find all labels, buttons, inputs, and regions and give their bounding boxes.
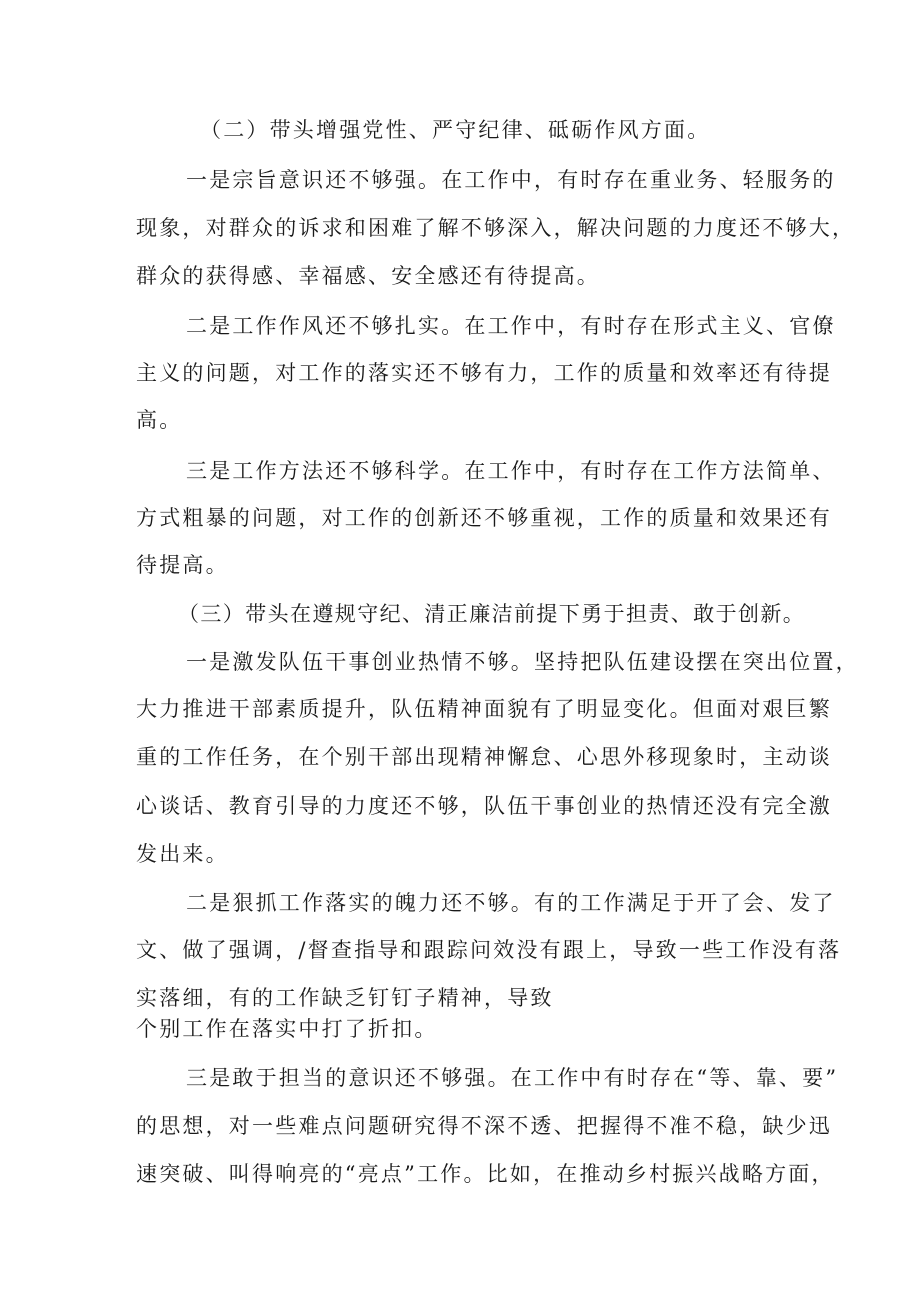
section-3-item-1-line-1: 一是激发队伍干事创业热情不够。坚持把队伍建设摆在突出位置，: [186, 650, 859, 674]
section-2-item-1-line-3: 群众的获得感、幸福感、安全感还有待提高。: [136, 264, 600, 288]
section-2-item-2-line-2: 主义的问题，对工作的落实还不够有力，工作的质量和效率还有待提: [136, 361, 832, 385]
section-2-heading: （二）带头增强党性、严守纪律、砥砺作风方面。: [200, 118, 711, 142]
section-3-item-2-line-4: 个别工作在落实中打了折扣。: [136, 1017, 438, 1041]
section-2-item-1-line-1: 一是宗旨意识还不够强。在工作中，有时存在重业务、轻服务的: [186, 168, 836, 192]
section-3-item-1-line-5: 发出来。: [136, 842, 229, 866]
section-2-item-3-line-3: 待提高。: [136, 553, 229, 577]
section-3-heading: （三）带头在遵规守纪、清正廉洁前提下勇于担责、敢于创新。: [178, 602, 806, 626]
section-2-item-1-line-2: 现象，对群众的诉求和困难了解不够深入，解决问题的力度还不够大，: [136, 216, 856, 240]
section-3-item-1-line-3: 重的工作任务，在个别干部出现精神懈怠、心思外移现象时，主动谈: [136, 745, 832, 769]
section-2-item-3-line-2: 方式粗暴的问题，对工作的创新还不够重视，工作的质量和效果还有: [136, 506, 832, 530]
section-3-item-1-line-2: 大力推进干部素质提升，队伍精神面貌有了明显变化。但面对艰巨繁: [136, 697, 832, 721]
section-3-item-3-line-3: 速突破、叫得响亮的“亮点”工作。比如，在推动乡村振兴战略方面，: [136, 1162, 835, 1186]
section-2-item-2-line-3: 高。: [136, 408, 183, 432]
section-3-item-3-line-1: 三是敢于担当的意识还不够强。在工作中有时存在“等、靠、要”: [186, 1066, 839, 1090]
section-2-item-2-line-1: 二是工作作风还不够扎实。在工作中，有时存在形式主义、官僚: [186, 314, 836, 338]
section-3-item-2-line-3: 实落细，有的工作缺乏钉钉子精神，导致: [136, 986, 554, 1010]
section-2-item-3-line-1: 三是工作方法还不够科学。在工作中，有时存在工作方法简单、: [186, 459, 836, 483]
section-3-item-2-line-2: 文、做了强调，/督查指导和跟踪问效没有跟上，导致一些工作没有落: [136, 938, 842, 962]
section-3-item-2-line-1: 二是狠抓工作落实的魄力还不够。有的工作满足于开了会、发了: [186, 891, 836, 915]
section-3-item-3-line-2: 的思想，对一些难点问题研究得不深不透、把握得不准不稳，缺少迅: [136, 1114, 832, 1138]
section-3-item-1-line-4: 心谈话、教育引导的力度还不够，队伍干事创业的热情还没有完全激: [136, 794, 832, 818]
